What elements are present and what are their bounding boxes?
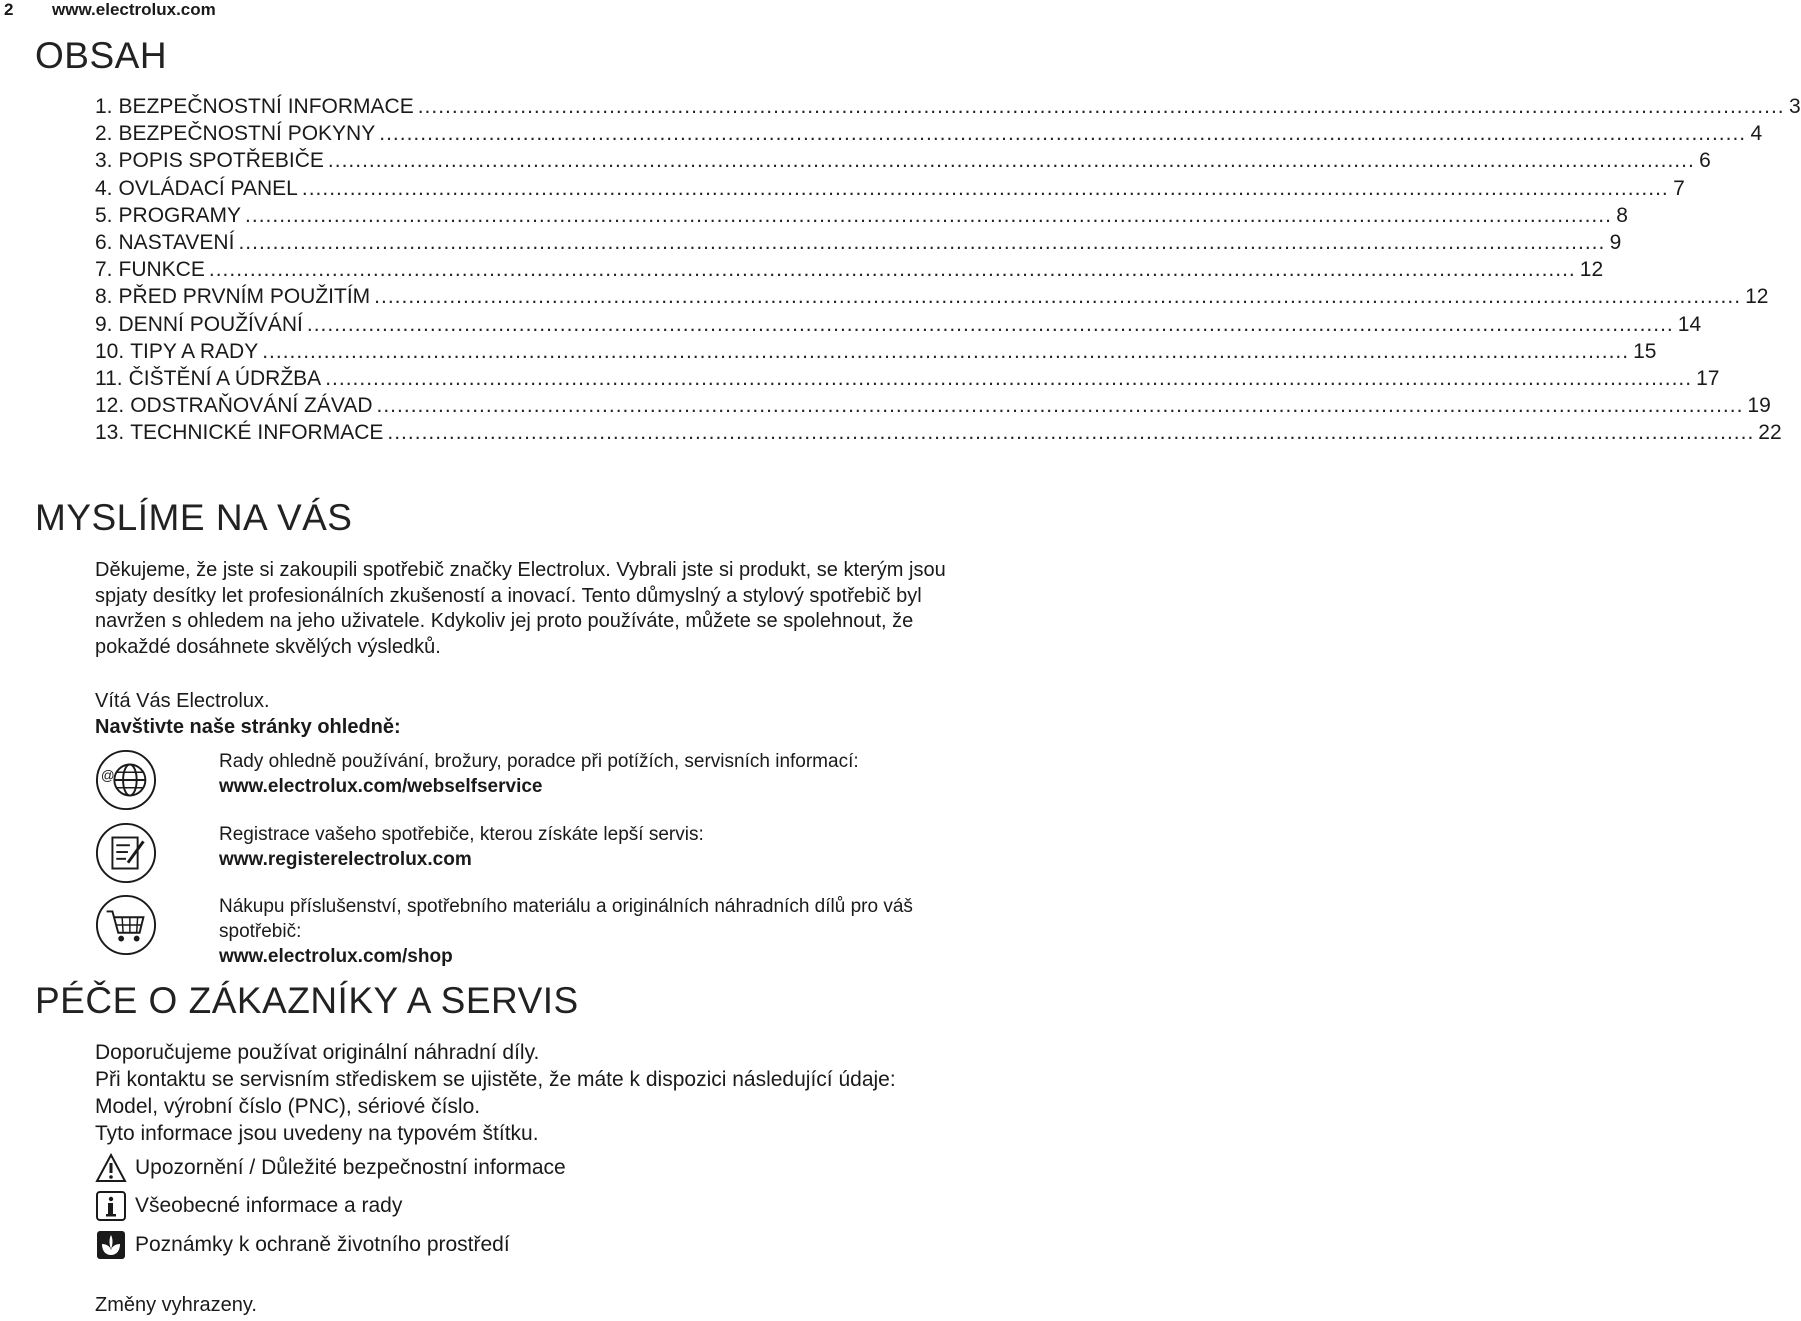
toc-item-number: 4. [95,176,113,200]
toc-item-page: 17 [1696,366,1720,390]
page-number: 2 [4,0,14,19]
toc-dot-leader [377,394,1744,418]
service-description: Nákupu příslušenství, spotřebního materiálu a originálních náhradních dílů pro váš spotřebič: [219,896,913,942]
toc-item[interactable] [95,312,1702,340]
toc-item[interactable] [95,230,1622,258]
toc-item[interactable] [95,95,1801,122]
care-heading: PÉČE O ZÁKAZNÍKY A SERVIS [35,980,579,1021]
toc-item-page: 6 [1699,149,1711,173]
care-line-contact: Při kontaktu se servisním střediskem se ujistěte, že máte k dispozici následující údaje: Model, výrobní číslo (PNC), sériové číslo. [95,1068,896,1118]
care-line-parts: Doporučujeme používat originální náhradní díly. [95,1041,540,1064]
thinking-heading: MYSLÍME NA VÁS [35,497,353,538]
toc-item-title: FUNKCE [118,258,205,282]
toc-dot-leader [328,149,1695,173]
legend-environment-text: Poznámky k ochraně životního prostředí [135,1233,510,1256]
toc-item-title: ODSTRAŇOVÁNÍ ZÁVAD [130,394,373,418]
toc-dot-leader [262,340,1629,364]
toc-item[interactable] [95,122,1763,149]
toc-item-number: 7. [95,258,113,282]
table-of-contents [95,95,1801,448]
toc-dot-leader [418,95,1785,119]
service-row-webselfservice [95,749,955,813]
toc-item[interactable] [95,339,1657,367]
visit-label: Navštivte naše stránky ohledně: [95,716,401,738]
toc-item-page: 22 [1758,421,1782,445]
intro-paragraph: Děkujeme, že jste si zakoupili spotřebič značky Electrolux. Vybrali jste si produkt, se kterým jsou spjaty desítky let profesionálních zkušeností a inovací. Tento důmyslný a stylový spotřebič byl navržen s ohledem na jeho uživatele. Kdykoliv jej proto používáte, můžete se spolehnout, že pokaždé dosáhnete skvělých výsledků. [95,559,946,658]
toc-item-number: 12. [95,394,125,418]
toc-item-number: 6. [95,230,113,254]
service-row-shop [95,894,955,967]
shopping-cart-icon [95,894,157,956]
page-header [0,0,960,20]
header-site-url[interactable]: www.electrolux.com [52,0,216,19]
toc-item[interactable] [95,258,1604,285]
toc-dot-leader [302,177,1669,201]
toc-item-number: 10. [95,339,125,363]
care-line-label: Tyto informace jsou uvedeny na typovém štítku. [95,1122,539,1145]
toc-item-number: 11. [95,366,123,390]
toc-dot-leader [379,122,1746,146]
service-row-register [95,822,955,886]
toc-item-number: 3. [95,149,113,173]
toc-item-title: BEZPEČNOSTNÍ POKYNY [118,122,376,146]
toc-item-page: 12 [1579,258,1604,282]
toc-item[interactable] [95,366,1720,394]
legend-info [95,1190,795,1224]
service-description: Rady ohledně používání, brožury, poradce při potížích, servisních informací: [219,751,859,772]
toc-item-page: 7 [1673,176,1685,200]
svg-text:@: @ [100,768,115,783]
toc-item-number: 2. [95,122,113,146]
service-link[interactable]: www.electrolux.com/shop [219,946,453,967]
welcome-line: Vítá Vás Electrolux. [95,690,270,712]
toc-item-page: 12 [1745,285,1769,309]
environment-icon [95,1229,127,1261]
toc-item-number: 9. [95,312,113,336]
service-text-shop [219,894,959,969]
toc-item-title: NASTAVENÍ [118,230,235,254]
legend-warning [95,1152,795,1186]
toc-item[interactable] [95,203,1628,231]
toc-item-number: 8. [95,285,113,309]
toc-item-number: 1. [95,95,113,118]
toc-dot-leader [307,313,1674,337]
contents-heading: OBSAH [35,35,168,76]
toc-item-page: 15 [1633,339,1657,363]
toc-item-title: DENNÍ POUŽÍVÁNÍ [118,312,303,336]
toc-dot-leader [325,367,1692,391]
toc-item[interactable] [95,285,1769,312]
service-text-register [219,822,959,872]
toc-item-title: POPIS SPOTŘEBIČE [118,149,324,173]
toc-dot-leader [245,204,1612,228]
toc-item-page: 4 [1750,122,1763,146]
toc-item-title: TECHNICKÉ INFORMACE [130,421,384,445]
toc-dot-leader [387,421,1754,445]
toc-item-title: PŘED PRVNÍM POUŽITÍM [118,285,371,309]
toc-item[interactable] [95,421,1782,448]
web-globe-icon [95,749,157,811]
toc-item-title: OVLÁDACÍ PANEL [118,176,298,200]
toc-item-title: PROGRAMY [118,203,242,227]
registration-form-icon [95,822,157,884]
toc-item-page: 14 [1677,312,1702,336]
toc-dot-leader [238,231,1605,255]
toc-item-page: 8 [1616,203,1628,227]
toc-item-number: 13. [95,421,125,445]
toc-item-page: 3 [1788,95,1801,118]
warning-icon [95,1152,127,1184]
changes-reserved-note: Změny vyhrazeny. [95,1294,257,1316]
service-link[interactable]: www.registerelectrolux.com [219,849,472,870]
toc-item[interactable] [95,149,1711,176]
toc-item-title: TIPY A RADY [130,339,259,363]
toc-item-page: 19 [1747,394,1771,418]
service-link[interactable]: www.electrolux.com/webselfservice [219,776,543,797]
legend-environment [95,1229,795,1263]
toc-item-number: 5. [95,203,113,227]
legend-info-text: Všeobecné informace a rady [135,1194,403,1217]
toc-item[interactable] [95,176,1685,204]
service-description: Registrace vašeho spotřebiče, kterou získáte lepší servis: [219,824,704,845]
info-icon [95,1190,127,1222]
service-text-webselfservice [219,749,959,799]
legend-warning-text: Upozornění / Důležité bezpečnostní informace [135,1156,566,1179]
toc-item[interactable] [95,394,1771,421]
toc-item-title: ČIŠTĚNÍ A ÚDRŽBA [128,366,322,390]
toc-dot-leader [374,285,1741,309]
toc-item-page: 9 [1609,230,1622,254]
toc-dot-leader [209,258,1576,282]
toc-item-title: BEZPEČNOSTNÍ INFORMACE [118,95,414,118]
